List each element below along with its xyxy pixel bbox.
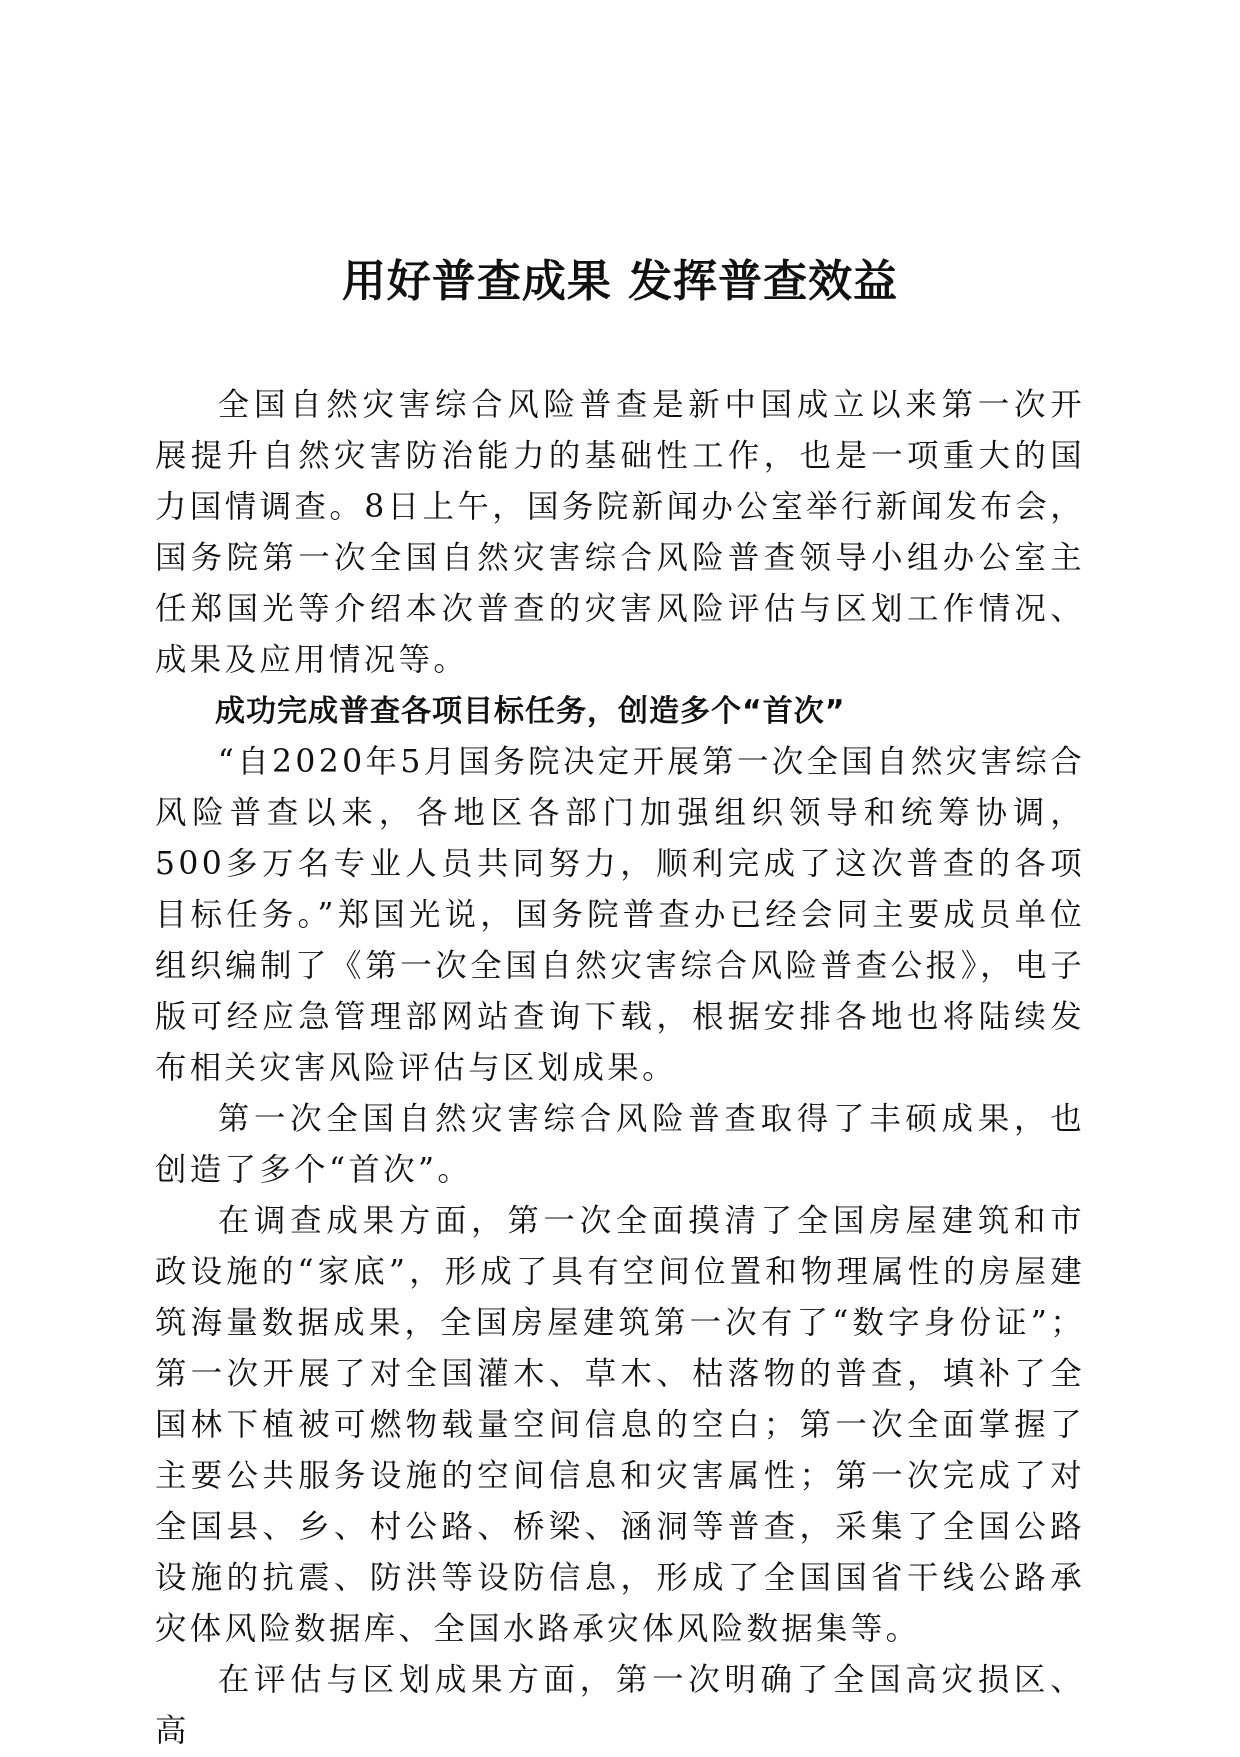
- paragraph-intro: 全国自然灾害综合风险普查是新中国成立以来第一次开展提升自然灾害防治能力的基础性工作，也是一项重大的国力国情调查。8日上午，国务院新闻办公室举行新闻发布会，国务院第一次全国自然灾害综合风险普查领导小组办公室主任郑国光等介绍本次普查的灾害风险评估与区划工作情况、成果及应用情况等。: [155, 387, 1085, 678]
- document-title: 用好普查成果 发挥普查效益: [341, 256, 899, 307]
- paragraph-firsts: 第一次全国自然灾害综合风险普查取得了丰硕成果，也创造了多个“首次”。: [155, 1101, 1085, 1188]
- document-body: [155, 380, 1085, 1757]
- section-heading: 成功完成普查各项目标任务，创造多个“首次”: [215, 694, 846, 729]
- paragraph-survey-results: 在调查成果方面，第一次全面摸清了全国房屋建筑和市政设施的“家底”，形成了具有空间位置和物理属性的房屋建筑海量数据成果，全国房屋建筑第一次有了“数字身份证”；第一次开展了对全国灌木、草木、枯落物的普查，填补了全国林下植被可燃物载量空间信息的空白；第一次全面掌握了主要公共服务设施的空间信息和灾害属性；第一次完成了对全国县、乡、村公路、桥梁、涵洞等普查，采集了全国公路设施的抗震、防洪等设防信息，形成了全国国省干线公路承灾体风险数据库、全国水路承灾体风险数据集等。: [155, 1203, 1085, 1647]
- paragraph-assessment-results: 在评估与区划成果方面，第一次明确了全国高灾损区、高: [155, 1662, 1085, 1749]
- paragraph-quote: “自2020年5月国务院决定开展第一次全国自然灾害综合风险普查以来，各地区各部门加强组织领导和统筹协调，500多万名专业人员共同努力，顺利完成了这次普查的各项目标任务。”郑国光说，国务院普查办已经会同主要成员单位组织编制了《第一次全国自然灾害综合风险普查公报》，电子版可经应急管理部网站查询下载，根据安排各地也将陆续发布相关灾害风险评估与区划成果。: [155, 744, 1085, 1086]
